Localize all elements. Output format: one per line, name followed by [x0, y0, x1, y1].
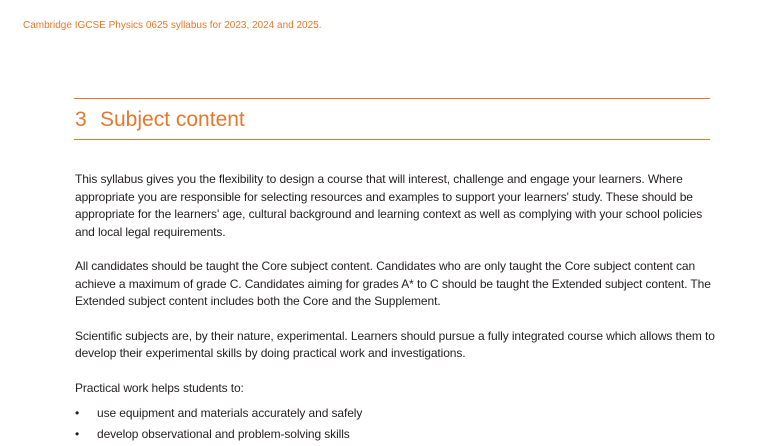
- bullet-icon: •: [75, 426, 80, 441]
- list-item-text: use equipment and materials accurately and safely: [97, 406, 363, 420]
- paragraph-experimental: Scientific subjects are, by their nature, experimental. Learners should pursue a fully integrated course which allows them to develop their experimental skills by doing practical work and investigations.: [75, 328, 715, 360]
- paragraph-flexibility: This syllabus gives you the flexibility to design a course that will interest, challenge and engage your learners. Where appropriate you are responsible for selecting resources and examples to support your learners' study. These should be appropriate for the learners' age, cultural background and learning context as well as complying with your school policies and local legal requirements.: [75, 172, 703, 239]
- section-number: 3: [75, 108, 87, 131]
- list-item: [75, 426, 715, 444]
- body-content: [75, 171, 715, 446]
- practical-skills-list: [75, 405, 715, 443]
- section-heading: [74, 98, 710, 140]
- list-item-text: develop observational and problem-solving skills: [97, 426, 350, 441]
- section-title: Subject content: [100, 108, 245, 131]
- bullet-icon: •: [75, 406, 80, 420]
- paragraph-core-content: All candidates should be taught the Core subject content. Candidates who are only taught the Core subject content can achieve a maximum of grade C. Candidates aiming for grades A* to C should be taught the Extended subject content. The Extended subject content includes both the Core and the Supplement.: [75, 259, 711, 308]
- list-item: [75, 405, 715, 423]
- running-header: Cambridge IGCSE Physics 0625 syllabus for 2023, 2024 and 2025.: [23, 20, 322, 31]
- paragraph-practical-intro: Practical work helps students to:: [75, 380, 244, 395]
